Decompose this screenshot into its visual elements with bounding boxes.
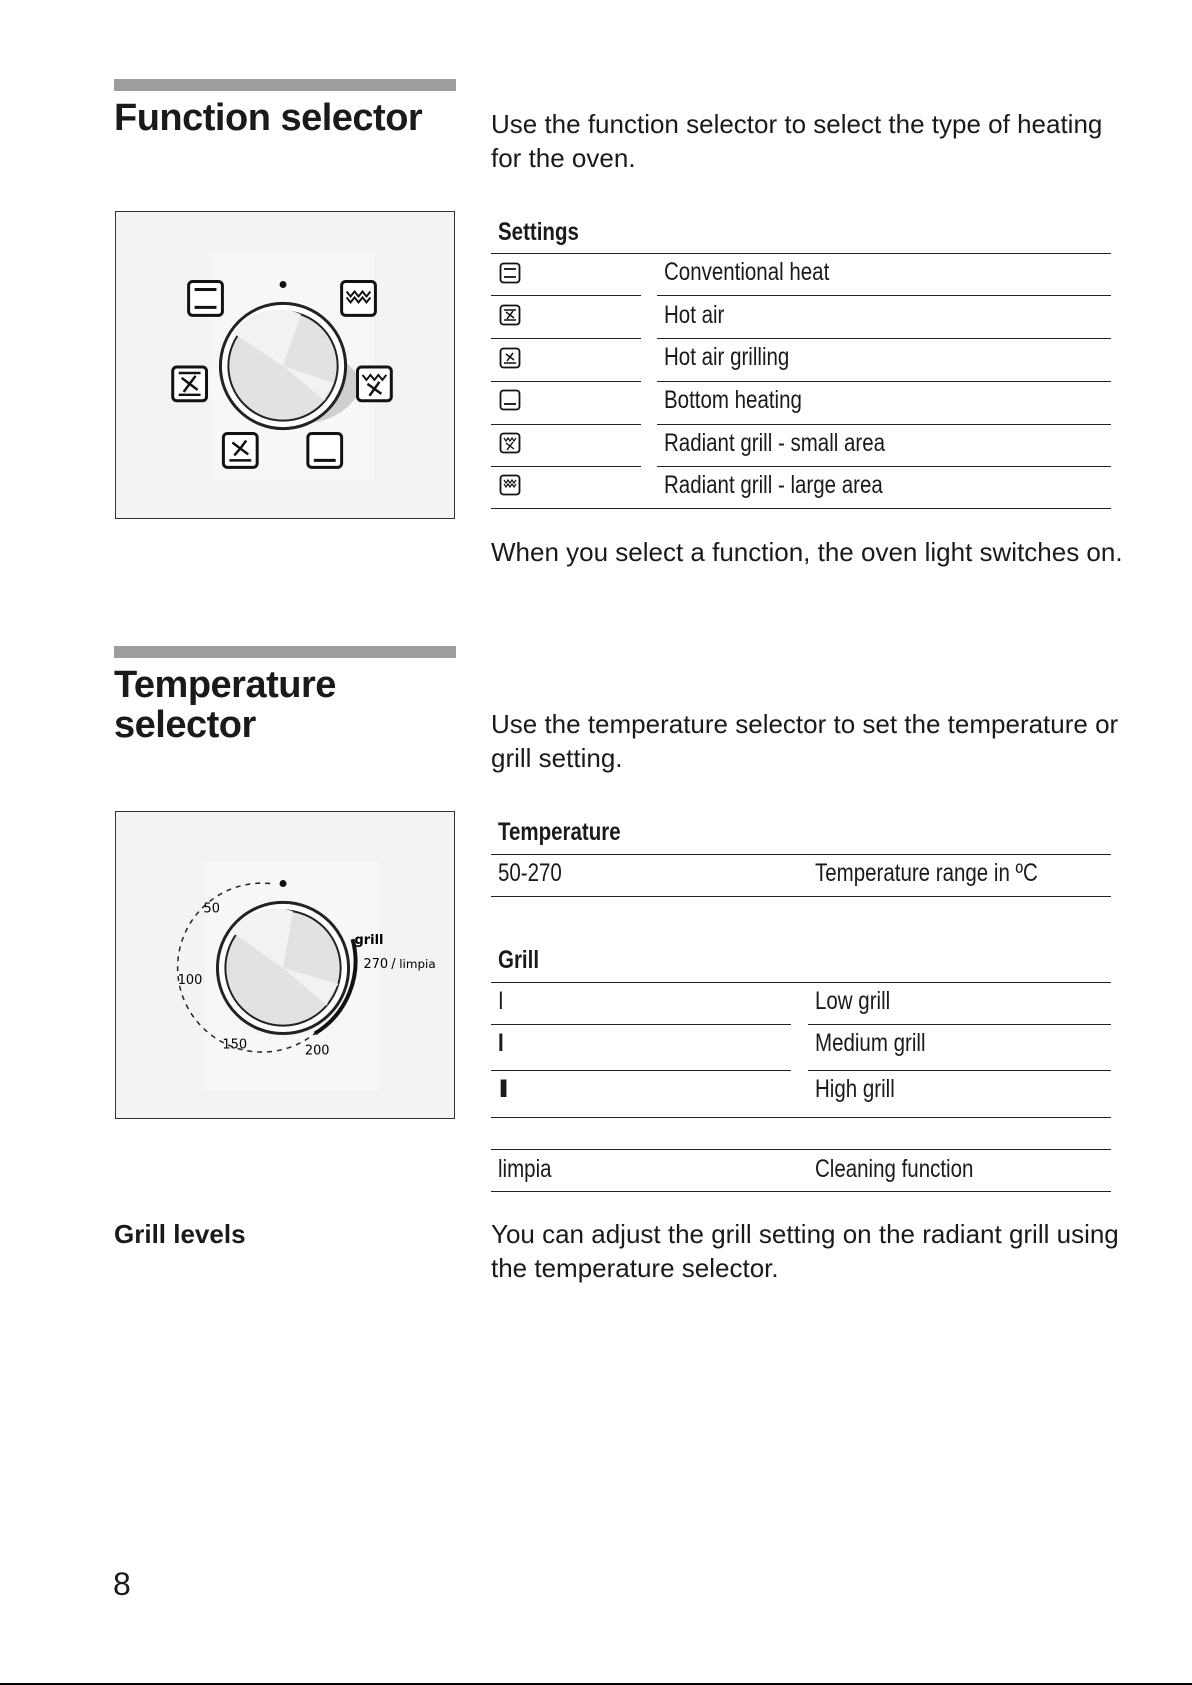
function-selector-intro: Use the function selector to select the type of heating for the oven. <box>491 109 1103 173</box>
table-rule <box>657 466 1111 467</box>
cleaning-description: Cleaning function <box>815 1155 974 1183</box>
table-rule <box>491 982 1111 983</box>
temperature-range-value: 50-270 <box>498 859 562 887</box>
grill-level-label: Medium grill <box>815 1029 926 1057</box>
dial-label-grill: grill <box>354 933 384 949</box>
table-rule <box>491 1070 791 1071</box>
function-selector-note: When you select a function, the oven light switches on. <box>491 537 1123 567</box>
temperature-table-title: Temperature <box>498 818 621 846</box>
dial-label-200: 200 <box>304 1043 330 1059</box>
bottom-heating-icon <box>308 434 342 468</box>
conventional-heat-icon <box>499 262 521 284</box>
table-rule <box>808 1024 1111 1025</box>
table-rule <box>491 424 641 425</box>
setting-label: Bottom heating <box>664 386 802 414</box>
temperature-range-description: Temperature range in ºC <box>815 859 1038 887</box>
dial-label-slash: / <box>391 956 396 972</box>
setting-label: Radiant grill - large area <box>664 471 883 499</box>
grill-level-label: High grill <box>815 1075 895 1103</box>
table-rule <box>491 508 1111 509</box>
dial-label-limpia: limpia <box>399 956 436 971</box>
radiant-grill-large-icon <box>499 474 521 496</box>
settings-table-title: Settings <box>498 218 579 246</box>
table-rule <box>491 854 1111 855</box>
temperature-selector-intro: Use the temperature selector to set the temperature or grill setting. <box>491 709 1119 773</box>
bottom-heating-icon <box>499 389 521 411</box>
grill-table-title: Grill <box>498 946 540 974</box>
function-selector-figure <box>115 211 455 519</box>
function-selector-heading: Function selector <box>114 97 423 139</box>
section-divider <box>114 79 456 91</box>
function-dial-illustration <box>116 212 454 518</box>
table-rule <box>491 1117 1111 1118</box>
table-rule <box>657 424 1111 425</box>
hot-air-grilling-icon <box>173 367 207 401</box>
setting-label: Conventional heat <box>664 258 830 286</box>
grill-levels-text: You can adjust the grill setting on the radiant grill using the temperature selector. <box>491 1219 1119 1283</box>
grill-level-medium-mark: I <box>498 1029 504 1057</box>
table-rule <box>491 896 1111 897</box>
table-rule <box>491 253 1111 254</box>
page-number: 8 <box>113 1566 131 1602</box>
table-rule <box>491 466 641 467</box>
hot-air-icon <box>499 304 521 326</box>
dial-label-270: 270 <box>363 956 389 972</box>
grill-levels-label: Grill levels <box>114 1219 246 1249</box>
radiant-grill-small-icon <box>358 367 392 401</box>
setting-label: Radiant grill - small area <box>664 429 886 457</box>
dial-label-100: 100 <box>177 972 203 988</box>
heading-line: Temperature <box>114 664 336 706</box>
temperature-dial-illustration <box>116 812 454 1118</box>
radiant-grill-small-icon <box>499 432 521 454</box>
table-rule <box>491 1024 791 1025</box>
table-rule <box>491 1149 1111 1150</box>
table-rule <box>491 338 641 339</box>
temperature-selector-figure <box>115 811 455 1119</box>
conventional-heat-icon <box>189 282 223 316</box>
table-rule <box>657 381 1111 382</box>
table-rule <box>491 295 641 296</box>
heading-line: selector <box>114 704 256 746</box>
table-rule <box>491 381 641 382</box>
setting-label: Hot air <box>664 301 725 329</box>
grill-level-high-mark: I <box>498 1075 510 1103</box>
dial-label-150: 150 <box>222 1037 248 1053</box>
grill-level-low-mark: I <box>498 987 504 1015</box>
table-rule <box>808 1070 1111 1071</box>
table-rule <box>657 338 1111 339</box>
grill-level-label: Low grill <box>815 987 891 1015</box>
hot-air-grilling-icon <box>499 347 521 369</box>
setting-label: Hot air grilling <box>664 343 790 371</box>
section-divider <box>114 646 456 658</box>
temperature-selector-heading <box>114 665 336 745</box>
hot-air-icon <box>223 434 257 468</box>
table-rule <box>657 295 1111 296</box>
cleaning-setting: limpia <box>498 1155 552 1183</box>
dial-label-50: 50 <box>203 901 220 917</box>
table-rule <box>491 1191 1111 1192</box>
radiant-grill-large-icon <box>342 282 376 316</box>
